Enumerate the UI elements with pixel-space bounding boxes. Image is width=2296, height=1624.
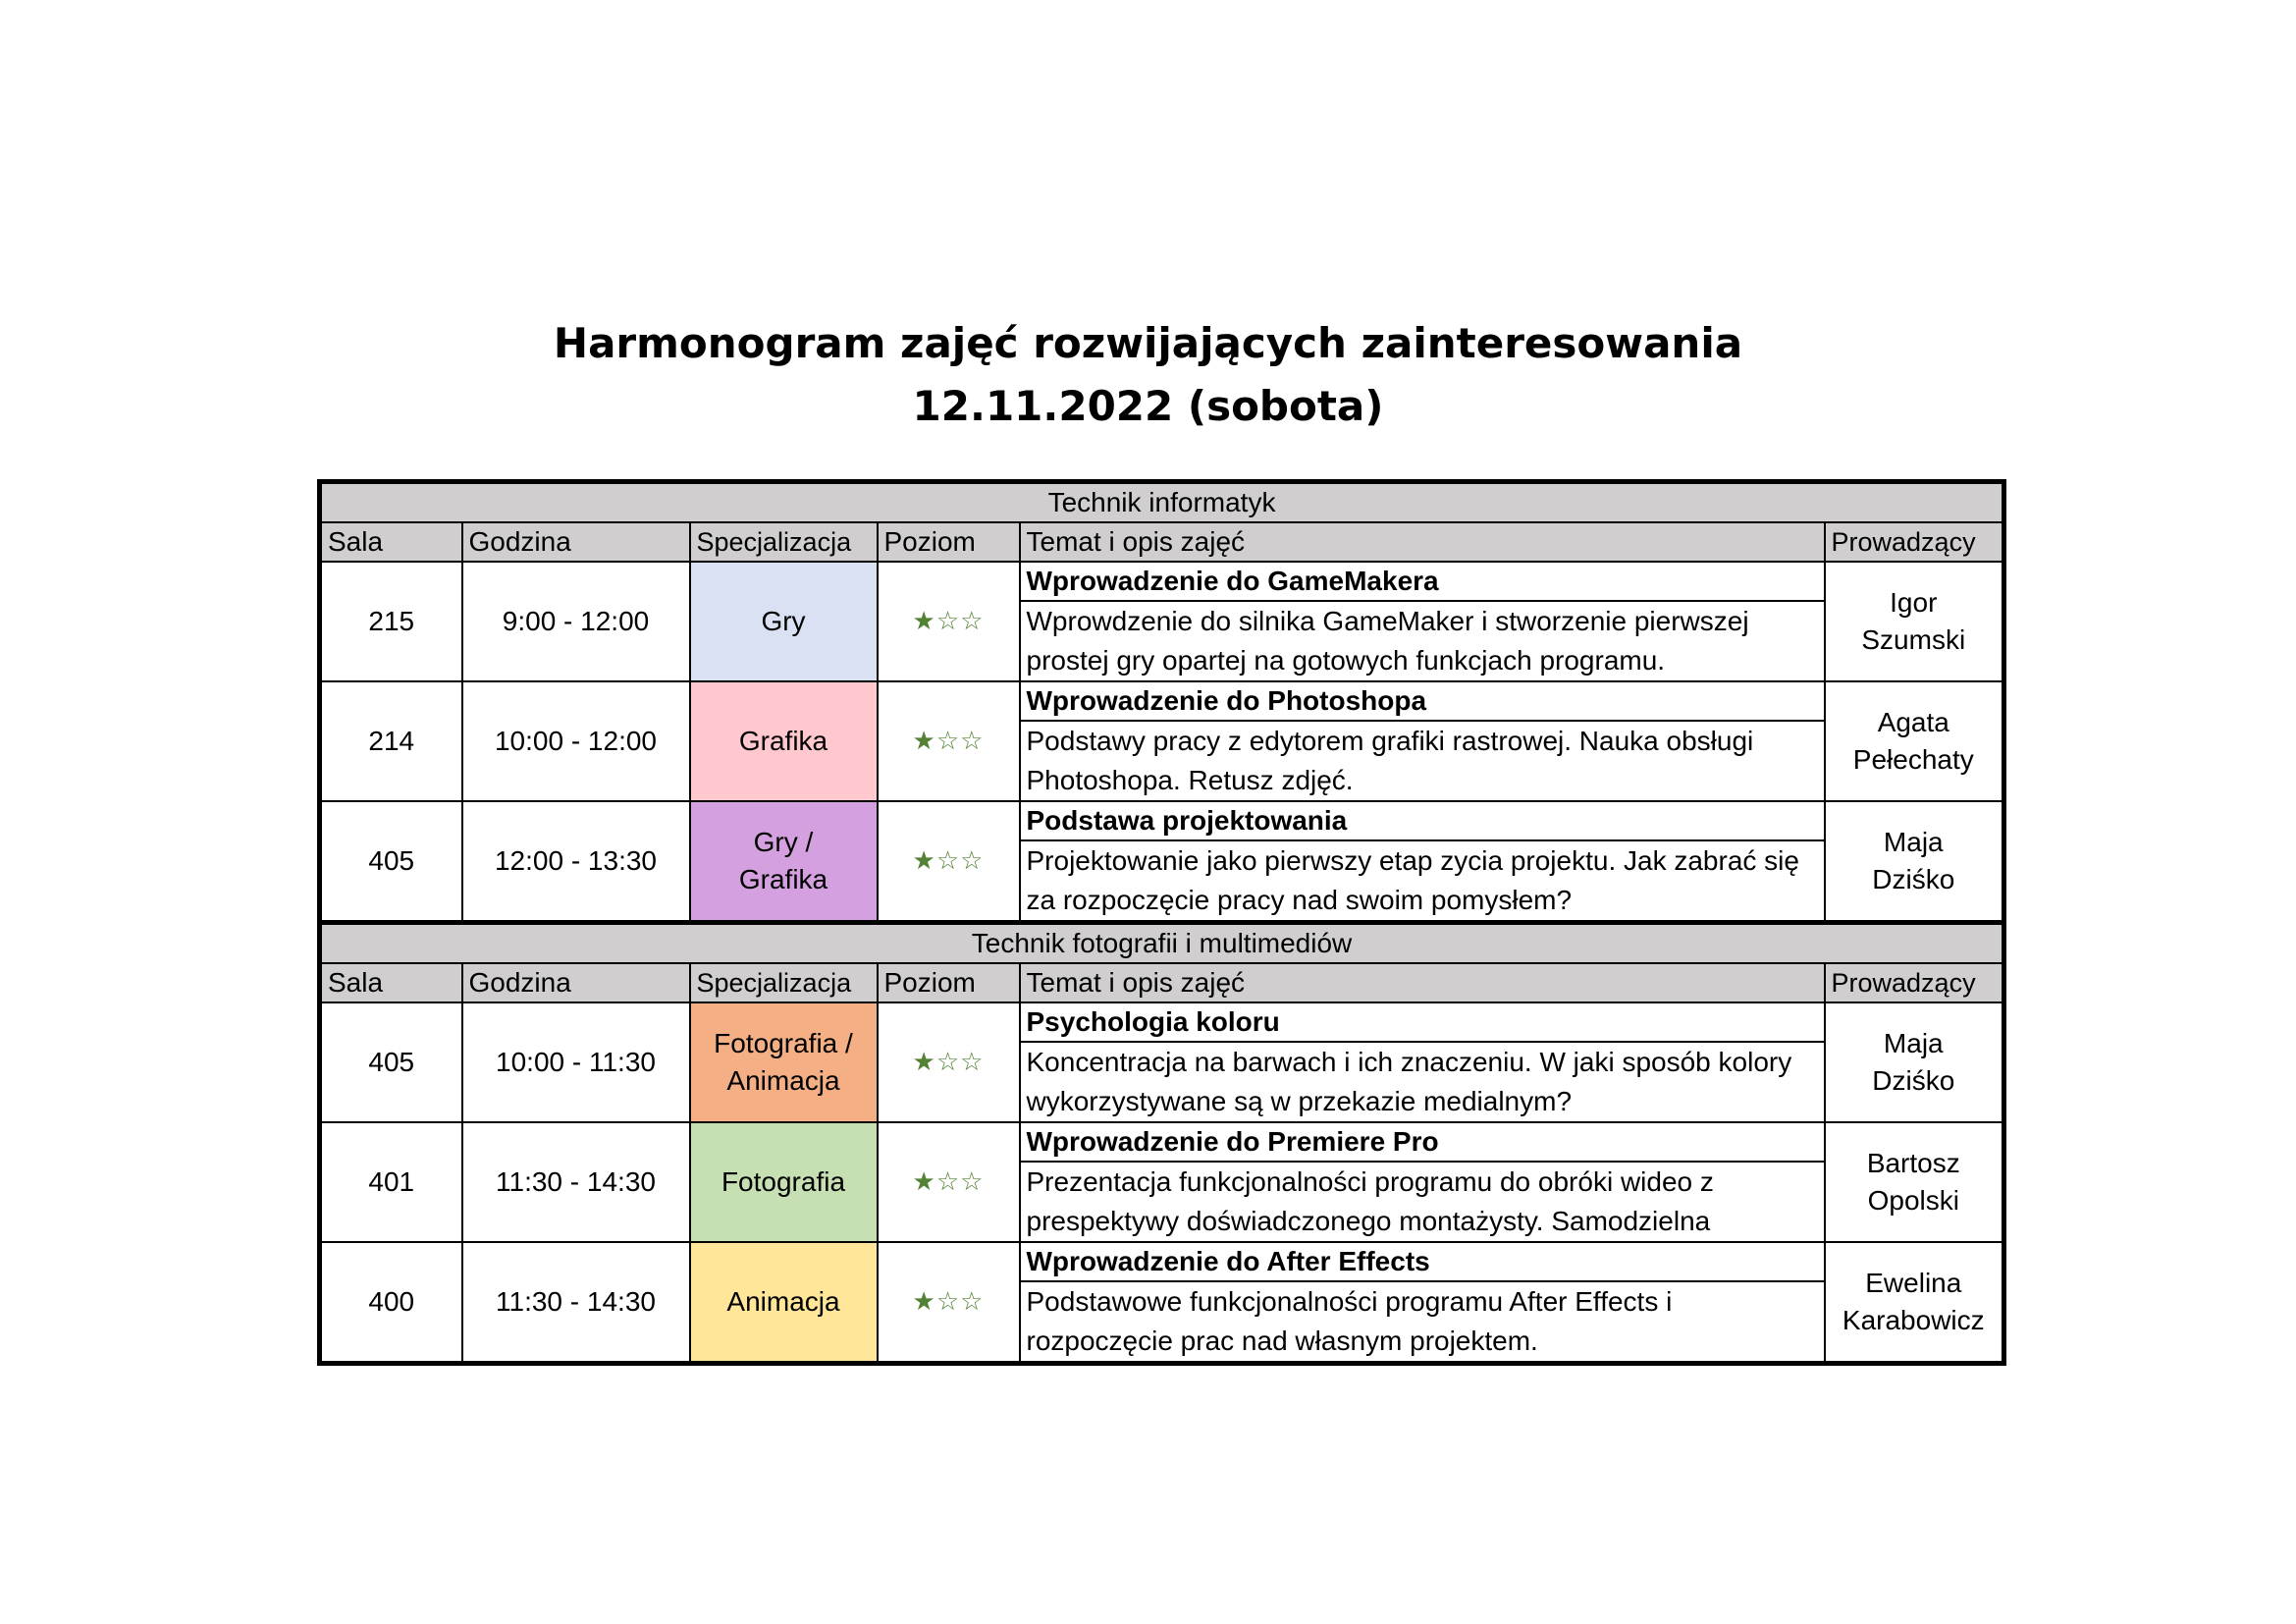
col-temat: Temat i opis zajęć [1020,963,1825,1002]
section-header [320,482,2004,523]
instructor-first: Maja [1883,1028,1944,1058]
col-prowadzacy: Prowadzący [1825,963,2004,1002]
title-line-1: Harmonogram zajęć rozwijających zainteresowania [553,319,1743,367]
instructor-last: Karabowicz [1842,1305,1985,1335]
col-godzina: Godzina [462,963,690,1002]
page-title [0,312,2296,438]
instructor-last: Pełechaty [1852,744,1974,775]
specialization-line-2: Animacja [726,1065,840,1096]
class-description: Prezentacja funkcjonalności programu do obróki wideo z prespektywy doświadczonego montażysty. Samodzielna [1020,1162,1825,1242]
specialization-line-1: Gry / [753,827,814,857]
class-description: Koncentracja na barwach i ich znaczeniu. W jaki sposób kolory wykorzystywane są w przekazie medialnym? [1020,1042,1825,1122]
time: 11:30 - 14:30 [462,1242,690,1364]
room: 401 [320,1122,462,1242]
class-title: Wprowadzenie do Premiere Pro [1020,1122,1825,1162]
col-temat: Temat i opis zajęć [1020,522,1825,562]
room: 405 [320,1002,462,1122]
level-stars: ★☆☆ [878,1122,1020,1242]
instructor-first: Igor [1890,587,1938,618]
table-row [320,1242,2004,1281]
schedule-table [317,479,2006,1366]
col-sala: Sala [320,522,462,562]
room: 400 [320,1242,462,1364]
class-title: Wprowadzenie do After Effects [1020,1242,1825,1281]
col-specjalizacja: Specjalizacja [690,522,878,562]
col-sala: Sala [320,963,462,1002]
table-row [320,681,2004,721]
section-title: Technik fotografii i multimediów [320,923,2004,964]
instructor-first: Ewelina [1865,1268,1962,1298]
table-row [320,562,2004,601]
title-line-2: 12.11.2022 (sobota) [912,382,1384,430]
instructor-last: Dziśko [1872,1065,1955,1096]
instructor-last: Dziśko [1872,864,1955,894]
table-row [320,1122,2004,1162]
instructor [1825,681,2004,801]
specialization-line-2: Grafika [738,864,828,894]
col-godzina: Godzina [462,522,690,562]
class-description: Podstawy pracy z edytorem grafiki rastrowej. Nauka obsługi Photoshopa. Retusz zdjęć. [1020,721,1825,801]
specialization [690,801,878,923]
class-title: Wprowadzenie do Photoshopa [1020,681,1825,721]
specialization: Grafika [690,681,878,801]
instructor [1825,1242,2004,1364]
time: 11:30 - 14:30 [462,1122,690,1242]
specialization-line-1: Fotografia / [714,1028,853,1058]
column-header-row [320,522,2004,562]
section-title: Technik informatyk [320,482,2004,523]
col-poziom: Poziom [878,963,1020,1002]
specialization: Gry [690,562,878,681]
instructor [1825,1122,2004,1242]
instructor [1825,801,2004,923]
class-description: Projektowanie jako pierwszy etap zycia projektu. Jak zabrać się za rozpoczęcie pracy nad swoim pomysłem? [1020,840,1825,923]
time: 10:00 - 11:30 [462,1002,690,1122]
specialization: Animacja [690,1242,878,1364]
time: 12:00 - 13:30 [462,801,690,923]
col-prowadzacy: Prowadzący [1825,522,2004,562]
specialization: Fotografia [690,1122,878,1242]
section-header [320,923,2004,964]
col-poziom: Poziom [878,522,1020,562]
room: 405 [320,801,462,923]
table-row [320,1002,2004,1042]
table-row [320,801,2004,840]
class-description: Wprowdzenie do silnika GameMaker i stworzenie pierwszej prostej gry opartej na gotowych funkcjach programu. [1020,601,1825,681]
room: 214 [320,681,462,801]
col-specjalizacja: Specjalizacja [690,963,878,1002]
level-stars: ★☆☆ [878,801,1020,923]
class-title: Psychologia koloru [1020,1002,1825,1042]
instructor-last: Opolski [1867,1185,1959,1216]
level-stars: ★☆☆ [878,681,1020,801]
time: 10:00 - 12:00 [462,681,690,801]
instructor [1825,1002,2004,1122]
instructor-last: Szumski [1861,624,1966,655]
class-title: Wprowadzenie do GameMakera [1020,562,1825,601]
instructor [1825,562,2004,681]
instructor-first: Maja [1883,827,1944,857]
time: 9:00 - 12:00 [462,562,690,681]
level-stars: ★☆☆ [878,1002,1020,1122]
specialization [690,1002,878,1122]
class-description: Podstawowe funkcjonalności programu After Effects i rozpoczęcie prac nad własnym projektem. [1020,1281,1825,1364]
instructor-first: Bartosz [1866,1148,1960,1178]
level-stars: ★☆☆ [878,562,1020,681]
column-header-row [320,963,2004,1002]
level-stars: ★☆☆ [878,1242,1020,1364]
room: 215 [320,562,462,681]
instructor-first: Agata [1877,707,1949,737]
class-title: Podstawa projektowania [1020,801,1825,840]
